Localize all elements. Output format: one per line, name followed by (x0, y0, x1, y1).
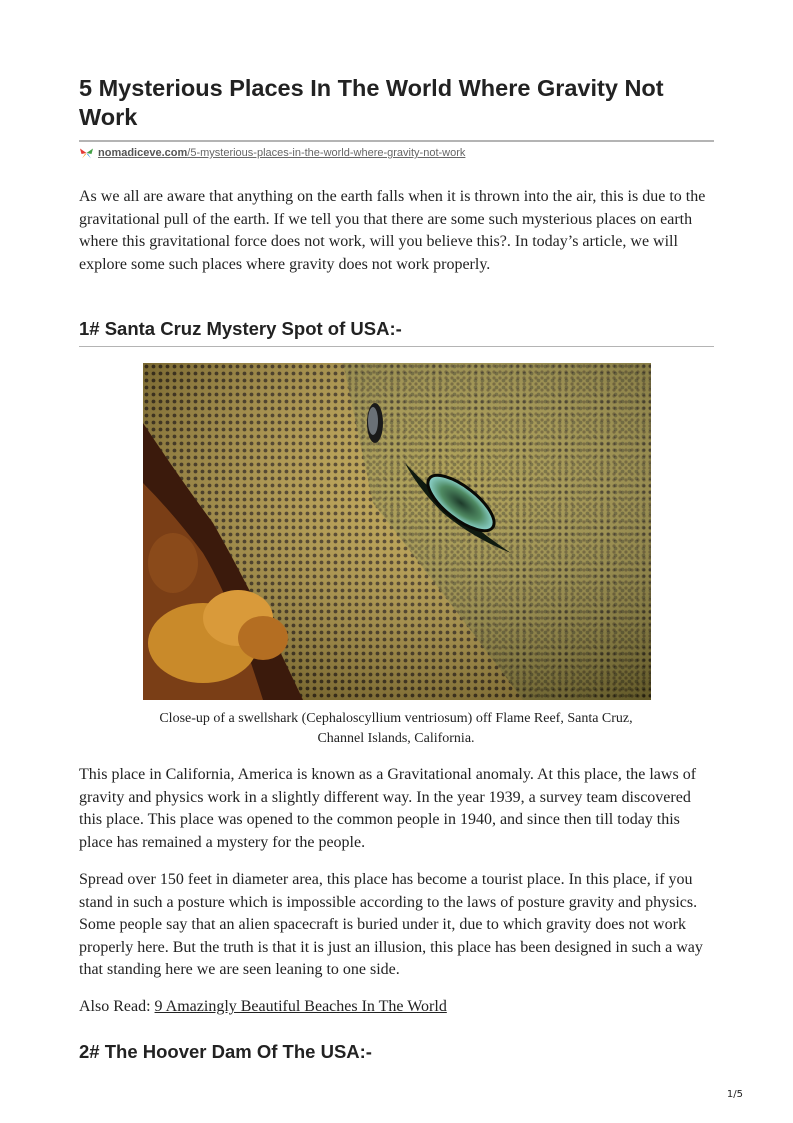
section-heading-santa-cruz: 1# Santa Cruz Mystery Spot of USA:- (79, 318, 402, 339)
body-paragraph-1: This place in California, America is known as a Gravitational anomaly. At this place, the laws of gravity and physics work in a slightly different way. In the year 1939, a survey team discovered this place. This place was opened to the common people in 1940, and since then till today this place has remained a mystery for the people. (79, 766, 697, 851)
article-title: 5 Mysterious Places In The World Where Gravity Not Work (79, 75, 664, 130)
also-read (79, 996, 714, 1019)
page-number: 1/5 (726, 1089, 743, 1100)
swellshark-photo (143, 363, 651, 700)
source-domain: nomadiceve.com (98, 147, 188, 159)
source-link-row (79, 147, 465, 159)
source-path: /5-mysterious-places-in-the-world-where-gravity-not-work (187, 147, 466, 159)
also-read-label: Also Read: (79, 998, 151, 1015)
intro-paragraph: As we all are aware that anything on the earth falls when it is thrown into the air, this is due to the gravitational pull of the earth. If we tell you that there are some such mysterious places on earth where this gravitational force does not work, will you believe this?. In today’s article, we will explore some such places where gravity does not work properly. (79, 188, 706, 273)
also-read-link[interactable]: 9 Amazingly Beautiful Beaches In The World (154, 998, 447, 1015)
source-url-link[interactable] (98, 147, 465, 159)
section-heading-hoover-dam: 2# The Hoover Dam Of The USA:- (79, 1041, 372, 1062)
body-paragraph-2: Spread over 150 feet in diameter area, this place has become a tourist place. In this place, if you stand in such a posture which is impossible according to the laws of posture gravity and physics. Some people say that an alien spacecraft is buried under it, due to which gravity does not work properly here. But the truth is that it is just an illusion, this place has been designed in such a way that standing here we are seen leaning to one side. (79, 871, 703, 979)
title-divider (79, 140, 714, 142)
butterfly-logo-icon (79, 148, 94, 159)
section-divider (79, 346, 714, 347)
image-caption: Close-up of a swellshark (Cephaloscyllium ventriosum) off Flame Reef, Santa Cruz, Channel Islands, California. (159, 711, 633, 746)
